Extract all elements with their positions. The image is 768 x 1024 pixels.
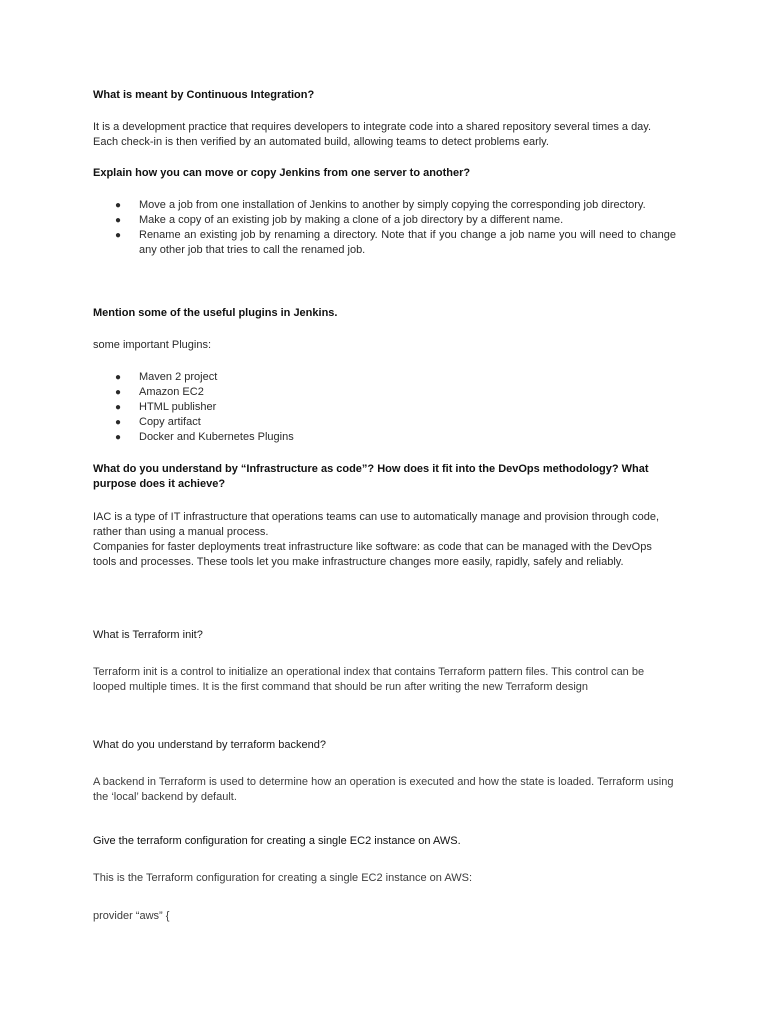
iac-paragraph-2: Companies for faster deployments treat infrastructure like software: as code that can be managed with the DevOps tools and processes. These tools let you make infrastructure changes more easily, rapidly, safely and reliably. — [93, 541, 652, 568]
list-item-text: Move a job from one installation of Jenkins to another by simply copying the corresponding job directory. — [139, 199, 646, 211]
list-item — [93, 385, 676, 400]
list-item — [93, 370, 676, 385]
list-item-text: Rename an existing job by renaming a directory. Note that if you change a job name you will need to change any other job that tries to call the renamed job. — [139, 229, 676, 256]
list-item — [93, 198, 676, 213]
bullet-icon: ● — [115, 372, 122, 383]
ci-heading: What is meant by Continuous Integration? — [93, 89, 315, 101]
tf-backend-answer: A backend in Terraform is used to determine how an operation is executed and how the state is loaded. Terraform using the ‘local’ backend by default. — [93, 776, 674, 803]
bullet-icon: ● — [115, 230, 122, 241]
iac-paragraph-1: IAC is a type of IT infrastructure that operations teams can use to automatically manage and provision through code, rather than using a manual process. — [93, 511, 659, 538]
ci-answer: It is a development practice that requires developers to integrate code into a shared repository several times a day. Each check-in is then verified by an automated build, allowing teams to detect problems early. — [93, 121, 652, 148]
list-item-text: Make a copy of an existing job by making a clone of a job directory by a different name. — [139, 214, 564, 226]
tf-ec2-answer: This is the Terraform configuration for creating a single EC2 instance on AWS: — [93, 872, 473, 884]
list-item-text: Amazon EC2 — [139, 386, 204, 398]
list-item-text: Maven 2 project — [139, 371, 218, 383]
bullet-icon: ● — [115, 215, 122, 226]
bullet-icon: ● — [115, 432, 122, 443]
list-item — [93, 228, 676, 258]
bullet-icon: ● — [115, 417, 122, 428]
tf-init-heading: What is Terraform init? — [93, 629, 203, 641]
list-item-text: Docker and Kubernetes Plugins — [139, 431, 294, 443]
iac-heading: What do you understand by “Infrastructure as code”? How does it fit into the DevOps methodology? What purpose does it achieve? — [93, 463, 649, 490]
list-item — [93, 213, 676, 228]
plugins-heading: Mention some of the useful plugins in Jenkins. — [93, 307, 338, 319]
list-item-text: Copy artifact — [139, 416, 201, 428]
list-item — [93, 415, 676, 430]
tf-init-answer: Terraform init is a control to initialize an operational index that contains Terraform pattern files. This control can be looped multiple times. It is the first command that should be run after writing the new Terraform design — [93, 666, 645, 693]
jenkins-move-heading: Explain how you can move or copy Jenkins from one server to another? — [93, 167, 471, 179]
plugins-intro: some important Plugins: — [93, 339, 211, 351]
bullet-icon: ● — [115, 402, 122, 413]
bullet-icon: ● — [115, 200, 122, 211]
list-item — [93, 430, 676, 445]
tf-backend-heading: What do you understand by terraform backend? — [93, 739, 326, 751]
plugins-list — [93, 370, 676, 445]
bullet-icon: ● — [115, 387, 122, 398]
list-item — [93, 400, 676, 415]
list-item-text: HTML publisher — [139, 401, 217, 413]
tf-ec2-code-line: provider “aws” { — [93, 910, 170, 922]
tf-ec2-heading: Give the terraform configuration for creating a single EC2 instance on AWS. — [93, 835, 461, 847]
jenkins-move-list — [93, 198, 676, 258]
